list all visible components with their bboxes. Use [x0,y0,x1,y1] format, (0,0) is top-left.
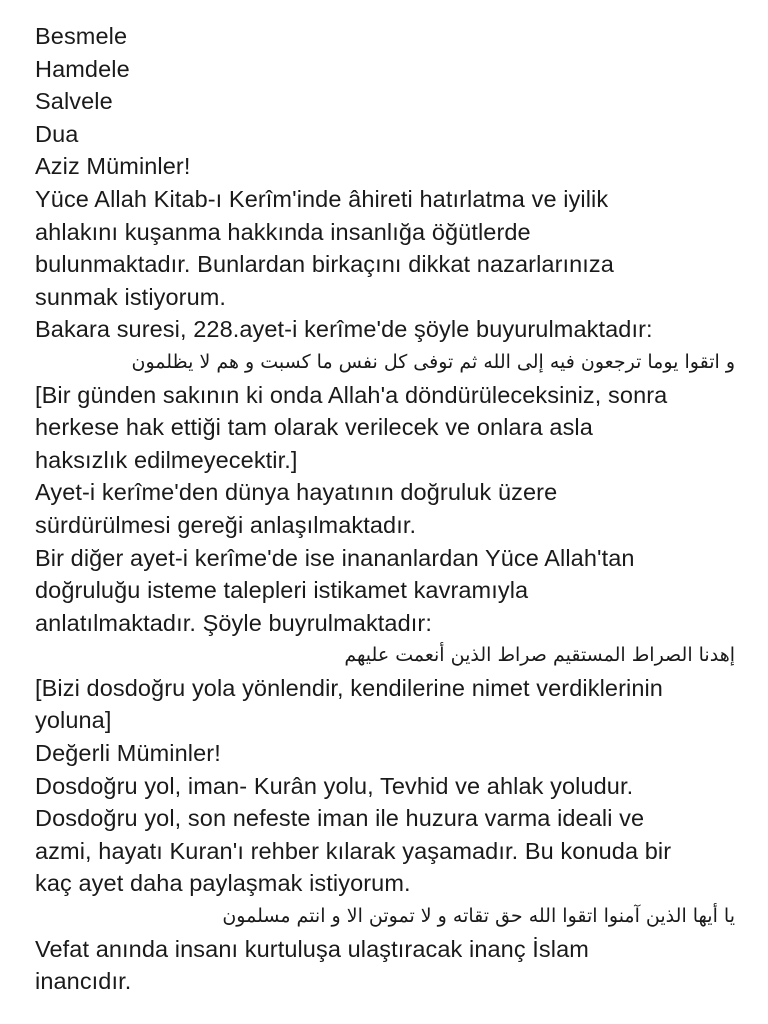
paragraph-line: inancıdır. [35,968,132,995]
paragraph-line: ahlakını kuşanma hakkında insanlığa öğütlerde [35,218,531,245]
paragraph-line: anlatılmaktadır. Şöyle buyrulmaktadır: [35,609,432,636]
arabic-verse: إهدنا الصراط المستقيم صراط الذين أنعمت عليهم [344,644,735,667]
salutation-heading: Değerli Müminler! [35,740,221,767]
arabic-verse: و اتقوا يوما ترجعون فيه إلى الله ثم توفى كل نفس ما كسبت و هم لا يظلمون [131,350,735,373]
paragraph-line: Yüce Allah Kitab-ı Kerîm'inde âhireti hatırlatma ve iyilik [35,185,609,212]
paragraph-line: kaç ayet daha paylaşmak istiyorum. [35,870,411,897]
paragraph-line: doğruluğu isteme talepleri istikamet kavramıyla [35,577,529,604]
translation-line: [Bizi dosdoğru yola yönlendir, kendilerine nimet verdiklerinin [35,674,663,701]
paragraph-line: Bakara suresi, 228.ayet-i kerîme'de şöyle buyurulmaktadır: [35,316,653,343]
paragraph-line: Dosdoğru yol, iman- Kurân yolu, Tevhid ve ahlak yoludur. [35,772,634,799]
text-line-besmele: Besmele [35,23,128,49]
paragraph-line: azmi, hayatı Kuran'ı rehber kılarak yaşamadır. Bu konuda bir [35,837,672,864]
paragraph-line: sunmak istiyorum. [35,283,227,310]
text-line-dua: Dua [35,120,79,147]
paragraph-line: Dosdoğru yol, son nefeste iman ile huzura varma ideali ve [35,805,645,832]
paragraph-line: Bir diğer ayet-i kerîme'de ise inananlardan Yüce Allah'tan [35,544,635,571]
document-body [35,20,735,998]
translation-line: yoluna] [35,707,112,734]
paragraph-line: sürdürülmesi gereği anlaşılmaktadır. [35,511,417,538]
translation-line: [Bir günden sakının ki onda Allah'a döndürüleceksiniz, sonra [35,381,668,408]
paragraph-line: Ayet-i kerîme'den dünya hayatının doğruluk üzere [35,479,558,506]
paragraph-line: Vefat anında insanı kurtuluşa ulaştıracak inanç İslam [35,935,589,962]
arabic-verse: يا أيها الذين آمنوا اتقوا الله حق تقاته و لا تموتن الا و انتم مسلمون [222,905,735,928]
text-line-hamdele: Hamdele [35,55,130,82]
text-line-salvele: Salvele [35,88,113,115]
salutation-heading: Aziz Müminler! [35,153,191,180]
paragraph-line: bulunmaktadır. Bunlardan birkaçını dikkat nazarlarınıza [35,251,614,278]
translation-line: haksızlık edilmeyecektir.] [35,446,298,473]
translation-line: herkese hak ettiği tam olarak verilecek ve onlara asla [35,414,593,441]
